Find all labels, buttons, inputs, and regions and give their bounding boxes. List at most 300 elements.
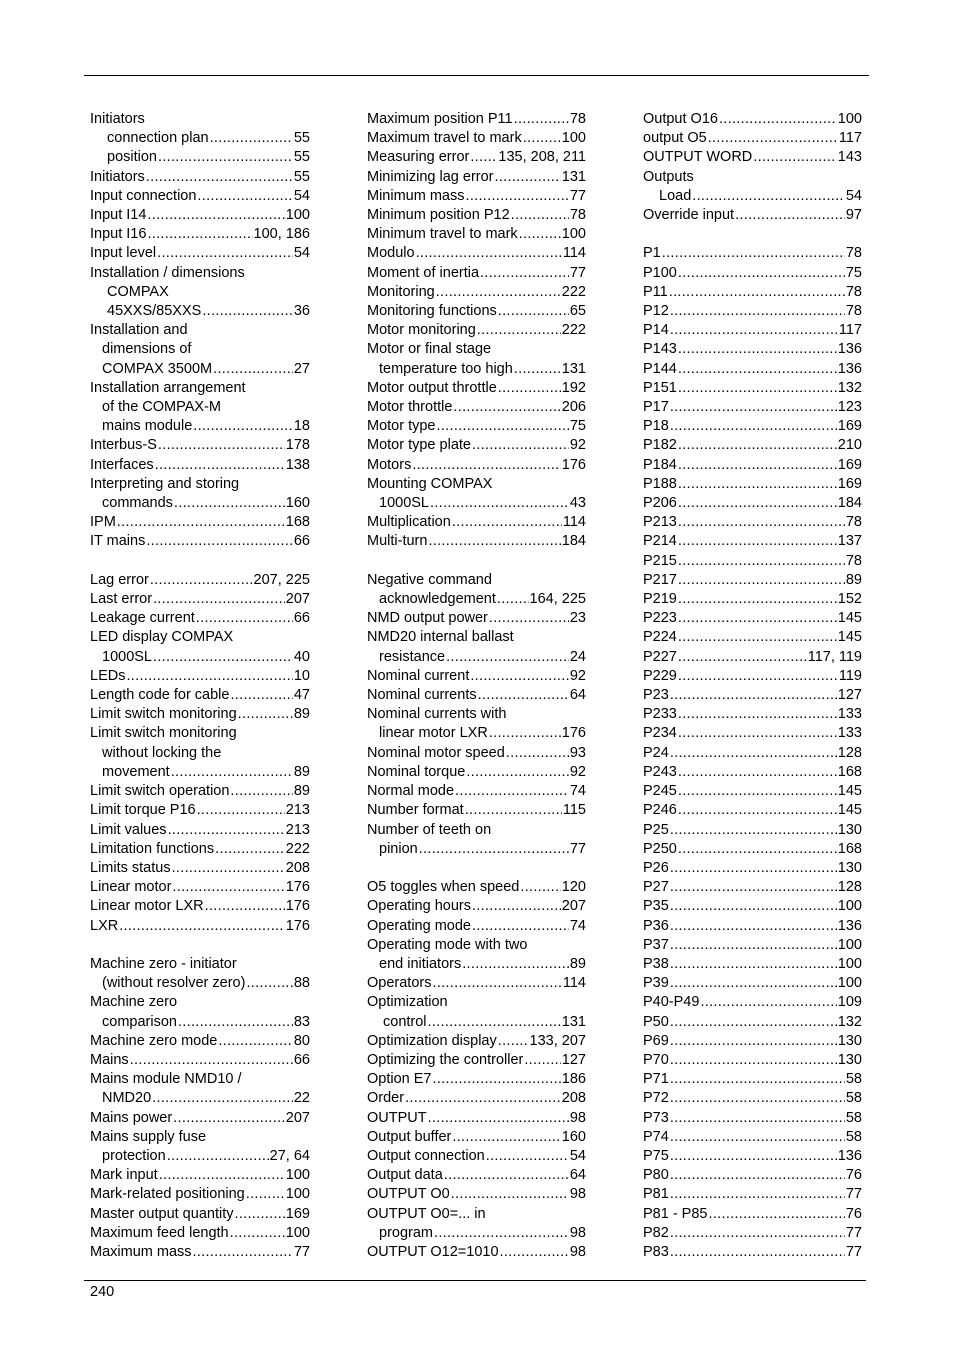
index-entry: [90, 110, 310, 129]
page-reference: 213: [285, 821, 310, 838]
dot-leader: [670, 821, 837, 840]
index-entry: [90, 917, 310, 936]
index-term: P14: [643, 322, 669, 339]
page-reference: 120: [561, 879, 586, 896]
dot-leader: [462, 955, 569, 974]
dot-leader: [670, 1128, 845, 1147]
dot-leader: [678, 667, 838, 686]
index-term: P39: [643, 975, 669, 992]
index-term: Mains: [90, 1051, 129, 1068]
page-reference: 78: [845, 552, 862, 569]
index-entry: [90, 705, 310, 724]
dot-leader: [678, 360, 837, 379]
index-term: P36: [643, 917, 669, 934]
page-reference: 145: [837, 610, 862, 627]
page-reference: 133, 207: [529, 1032, 586, 1049]
index-term: Master output quantity: [90, 1205, 234, 1222]
dot-leader: [670, 859, 837, 878]
index-entry: [367, 1224, 586, 1243]
index-term: 1000SL: [379, 495, 429, 512]
index-entry: [643, 398, 862, 417]
index-term: P24: [643, 744, 669, 761]
page-reference: 78: [845, 514, 862, 531]
index-entry: [367, 782, 586, 801]
index-term: Output connection: [367, 1147, 485, 1164]
index-term: of the COMPAX-M: [102, 399, 221, 416]
index-entry: [643, 129, 862, 148]
index-entry: [90, 628, 310, 647]
page-reference: 100: [285, 1224, 310, 1241]
dot-leader: [678, 648, 807, 667]
page-reference: 77: [569, 840, 586, 857]
index-term: Linear motor: [90, 879, 172, 896]
page-reference: 18: [293, 418, 310, 435]
page-reference: 152: [837, 591, 862, 608]
page-reference: 145: [837, 802, 862, 819]
index-term: NMD20: [102, 1090, 152, 1107]
index-entry: [643, 187, 862, 206]
index-term: COMPAX 3500M: [102, 360, 213, 377]
dot-leader: [152, 1089, 293, 1108]
index-term: P40-P49: [643, 994, 700, 1011]
dot-leader: [153, 648, 293, 667]
index-entry: [367, 1089, 586, 1108]
index-term: P144: [643, 360, 677, 377]
index-term: Input connection: [90, 187, 197, 204]
index-entry: [643, 859, 862, 878]
page-reference: 64: [569, 687, 586, 704]
dot-leader: [678, 571, 845, 590]
index-term: P74: [643, 1128, 669, 1145]
index-term: Monitoring: [367, 283, 435, 300]
index-term: Installation arrangement: [90, 379, 246, 396]
page-reference: 184: [837, 495, 862, 512]
section-gap: [367, 552, 586, 571]
dot-leader: [453, 398, 560, 417]
index-entry: [367, 1032, 586, 1051]
index-term: Outputs: [643, 168, 694, 185]
page-reference: 160: [561, 1128, 586, 1145]
dot-leader: [670, 1224, 845, 1243]
index-term: OUTPUT: [367, 1109, 427, 1126]
dot-leader: [495, 168, 561, 187]
page-reference: 127: [561, 1051, 586, 1068]
page-reference: 77: [845, 1186, 862, 1203]
index-term: Moment of inertia: [367, 264, 480, 281]
index-entry: [367, 475, 586, 494]
page-reference: 207: [285, 591, 310, 608]
index-entry: [90, 571, 310, 590]
dot-leader: [670, 897, 837, 916]
index-entry: [90, 609, 310, 628]
index-entry: [90, 494, 310, 513]
dot-leader: [234, 1205, 284, 1224]
index-term: O5 toggles when speed: [367, 879, 520, 896]
dot-leader: [678, 590, 837, 609]
index-term: OUTPUT O0=... in: [367, 1205, 486, 1222]
section-gap: [367, 859, 586, 878]
dot-leader: [670, 686, 837, 705]
index-entry: [643, 475, 862, 494]
index-entry: [90, 782, 310, 801]
index-entry: [367, 206, 586, 225]
dot-leader: [433, 1070, 561, 1089]
index-term: Length code for cable: [90, 687, 230, 704]
index-term: P217: [643, 571, 677, 588]
page-reference: 65: [569, 303, 586, 320]
page-reference: 77: [845, 1224, 862, 1241]
page-reference: 66: [293, 1051, 310, 1068]
index-term: P229: [643, 667, 677, 684]
page-reference: 145: [837, 629, 862, 646]
dot-leader: [230, 686, 292, 705]
page-reference: 100: [561, 226, 586, 243]
dot-leader: [670, 917, 837, 936]
index-entry: [643, 1128, 862, 1147]
page-reference: 168: [285, 514, 310, 531]
index-entry: [367, 398, 586, 417]
page-reference: 58: [845, 1109, 862, 1126]
dot-leader: [678, 475, 837, 494]
index-entry: [643, 782, 862, 801]
index-entry: [643, 379, 862, 398]
index-entry: [643, 590, 862, 609]
page-reference: 207: [285, 1109, 310, 1126]
index-entry: [643, 321, 862, 340]
index-term: NMD output power: [367, 610, 488, 627]
page-reference: 206: [561, 399, 586, 416]
index-entry: [367, 225, 586, 244]
index-term: P35: [643, 898, 669, 915]
page-reference: 136: [837, 341, 862, 358]
index-term: acknowledgement: [379, 591, 496, 608]
index-term: P81 - P85: [643, 1205, 708, 1222]
index-entry: [90, 417, 310, 436]
dot-leader: [472, 897, 561, 916]
dot-leader: [168, 821, 285, 840]
dot-leader: [146, 168, 293, 187]
index-term: Multiplication: [367, 514, 451, 531]
index-entry: [90, 148, 310, 167]
dot-leader: [174, 494, 285, 513]
page-reference: 132: [837, 379, 862, 396]
dot-leader: [465, 801, 562, 820]
index-entry: [90, 667, 310, 686]
index-entry: [643, 724, 862, 743]
dot-leader: [497, 590, 529, 609]
index-term: Order: [367, 1090, 405, 1107]
page-reference: 78: [845, 303, 862, 320]
index-entry: [367, 878, 586, 897]
page-reference: 27: [293, 360, 310, 377]
index-term: Motor type: [367, 418, 436, 435]
page-reference: 131: [561, 168, 586, 185]
dot-leader: [202, 302, 293, 321]
index-term: P227: [643, 648, 677, 665]
index-entry: [90, 360, 310, 379]
page-reference: 78: [569, 111, 586, 127]
index-term: LEDs: [90, 667, 126, 684]
index-entry: [90, 744, 310, 763]
index-term: Limit switch monitoring: [90, 725, 237, 742]
index-entry: [643, 840, 862, 859]
index-term: Number format: [367, 802, 464, 819]
dot-leader: [670, 1109, 845, 1128]
index-entry: [90, 302, 310, 321]
page-reference: 207: [561, 898, 586, 915]
index-term: Operators: [367, 975, 432, 992]
dot-leader: [147, 225, 252, 244]
index-entry: [643, 1185, 862, 1204]
page-reference: 74: [569, 783, 586, 800]
page-reference: 192: [561, 379, 586, 396]
index-term: Limitation functions: [90, 840, 215, 857]
page-reference: 210: [837, 437, 862, 454]
page-reference: 123: [837, 399, 862, 416]
index-term: Interpreting and storing: [90, 475, 240, 492]
dot-leader: [477, 321, 561, 340]
dot-leader: [210, 129, 293, 148]
index-term: P245: [643, 783, 677, 800]
index-term: P219: [643, 591, 677, 608]
index-term: P75: [643, 1147, 669, 1164]
index-entry: [90, 648, 310, 667]
dot-leader: [670, 1013, 837, 1032]
dot-leader: [670, 302, 845, 321]
index-entry: [367, 1205, 586, 1224]
index-entry: [643, 1243, 862, 1262]
page-reference: 83: [293, 1013, 310, 1030]
index-entry: [643, 168, 862, 187]
index-entry: [90, 321, 310, 340]
index-term: OUTPUT O12=1010: [367, 1243, 499, 1260]
index-term: Input level: [90, 245, 157, 262]
dot-leader: [670, 398, 837, 417]
index-term: Override input: [643, 207, 735, 224]
index-term: linear motor LXR: [379, 725, 488, 742]
page-reference: 208: [561, 1090, 586, 1107]
dot-leader: [159, 1166, 285, 1185]
index-entry: [90, 1166, 310, 1185]
index-entry: [90, 475, 310, 494]
index-term: Nominal currents with: [367, 706, 507, 723]
dot-leader: [213, 360, 293, 379]
index-entry: [643, 955, 862, 974]
dot-leader: [238, 705, 293, 724]
index-term: comparison: [102, 1013, 177, 1030]
page-reference: 77: [293, 1243, 310, 1260]
dot-leader: [486, 1147, 569, 1166]
index-entry: [367, 1070, 586, 1089]
dot-leader: [670, 936, 837, 955]
section-gap: [90, 552, 310, 571]
index-entry: [90, 840, 310, 859]
index-entry: [90, 532, 310, 551]
index-entry: [90, 187, 310, 206]
index-term: P213: [643, 514, 677, 531]
index-entry: [90, 1147, 310, 1166]
page-reference: 22: [293, 1090, 310, 1107]
index-entry: [367, 283, 586, 302]
page-reference: 213: [285, 802, 310, 819]
index-column-3: [643, 110, 862, 1262]
index-entry: [367, 148, 586, 167]
index-term: output O5: [643, 130, 707, 147]
page-reference: 178: [285, 437, 310, 454]
dot-leader: [126, 667, 292, 686]
page-reference: 168: [837, 840, 862, 857]
index-term: COMPAX: [107, 283, 169, 300]
index-term: Limit torque P16: [90, 802, 196, 819]
index-term: 1000SL: [102, 648, 152, 665]
index-term: P18: [643, 418, 669, 435]
index-entry: [643, 878, 862, 897]
index-entry: [643, 821, 862, 840]
index-entry: [367, 1109, 586, 1128]
dot-leader: [523, 129, 561, 148]
dot-leader: [670, 1243, 845, 1262]
index-term: P184: [643, 456, 677, 473]
index-term: LED display COMPAX: [90, 629, 234, 646]
page-reference: 138: [285, 456, 310, 473]
index-entry: [367, 917, 586, 936]
dot-leader: [678, 840, 837, 859]
dot-leader: [678, 532, 837, 551]
dot-leader: [514, 110, 569, 129]
index-entry: [90, 1109, 310, 1128]
dot-leader: [662, 244, 845, 263]
index-entry: [643, 283, 862, 302]
index-entry: [367, 1051, 586, 1070]
section-gap: [643, 225, 862, 244]
index-term: Limit switch monitoring: [90, 706, 237, 723]
index-entry: [90, 264, 310, 283]
page-reference: 40: [293, 648, 310, 665]
dot-leader: [158, 148, 293, 167]
dot-leader: [692, 187, 845, 206]
page-reference: 100: [837, 898, 862, 915]
index-entry: [367, 168, 586, 187]
page-reference: 184: [561, 533, 586, 550]
index-term: Output buffer: [367, 1128, 452, 1145]
index-term: Maximum travel to mark: [367, 130, 522, 147]
index-term: Nominal currents: [367, 687, 477, 704]
dot-leader: [197, 801, 285, 820]
index-entry: [367, 1185, 586, 1204]
index-entry: [643, 532, 862, 551]
index-term: Limits status: [90, 859, 171, 876]
index-entry: [90, 763, 310, 782]
index-entry: [367, 129, 586, 148]
page-reference: 76: [845, 1167, 862, 1184]
dot-leader: [230, 1224, 285, 1243]
dot-leader: [719, 110, 837, 129]
index-entry: [643, 494, 862, 513]
index-term: mains module: [102, 418, 193, 435]
dot-leader: [670, 1089, 845, 1108]
index-entry: [643, 417, 862, 436]
index-entry: [367, 667, 586, 686]
dot-leader: [678, 494, 837, 513]
dot-leader: [405, 1089, 561, 1108]
dot-leader: [500, 1243, 569, 1262]
page-reference: 76: [845, 1205, 862, 1222]
index-term: movement: [102, 763, 170, 780]
index-term: Interfaces: [90, 456, 154, 473]
page-reference: 133: [837, 706, 862, 723]
index-entry: [643, 763, 862, 782]
index-term: P12: [643, 303, 669, 320]
page-reference: 114: [562, 975, 586, 992]
index-term: P246: [643, 802, 677, 819]
dot-leader: [147, 206, 284, 225]
dot-leader: [452, 513, 562, 532]
index-term: IPM: [90, 514, 116, 531]
index-entry: [367, 340, 586, 359]
page-reference: 89: [845, 571, 862, 588]
dot-leader: [466, 763, 569, 782]
index-entry: [367, 648, 586, 667]
index-entry: [367, 494, 586, 513]
index-entry: [643, 628, 862, 647]
dot-leader: [489, 724, 561, 743]
dot-leader: [157, 244, 293, 263]
dot-leader: [670, 1185, 845, 1204]
page-reference: 137: [837, 533, 862, 550]
index-entry: [367, 821, 586, 840]
page-reference: 145: [837, 783, 862, 800]
page-reference: 100: [837, 955, 862, 972]
index-term: Machine zero mode: [90, 1032, 218, 1049]
page-reference: 89: [293, 706, 310, 723]
dot-leader: [678, 552, 845, 571]
dot-leader: [146, 532, 293, 551]
index-entry: [367, 1243, 586, 1262]
index-entry: [367, 571, 586, 590]
index-term: P50: [643, 1013, 669, 1030]
index-entry: [367, 321, 586, 340]
index-term: P143: [643, 341, 677, 358]
index-entry: [643, 340, 862, 359]
index-term: dimensions of: [102, 341, 192, 358]
page-reference: 58: [845, 1071, 862, 1088]
index-term: P1: [643, 245, 661, 262]
page-reference: 77: [569, 264, 586, 281]
index-entry: [367, 513, 586, 532]
dot-leader: [670, 744, 837, 763]
index-entry: [90, 859, 310, 878]
dot-leader: [511, 206, 569, 225]
page-reference: 119: [838, 667, 862, 684]
page-reference: 23: [569, 610, 586, 627]
index-term: P151: [643, 379, 677, 396]
page-reference: 58: [845, 1090, 862, 1107]
index-term: P70: [643, 1051, 669, 1068]
page-reference: 117: [838, 130, 862, 147]
dot-leader: [172, 859, 285, 878]
index-entry: [643, 1070, 862, 1089]
index-entry: [643, 667, 862, 686]
index-term: P188: [643, 475, 677, 492]
index-term: P233: [643, 706, 677, 723]
page-reference: 169: [837, 475, 862, 492]
page-reference: 100: [561, 130, 586, 147]
index-entry: [90, 1013, 310, 1032]
index-term: Negative command: [367, 571, 492, 588]
index-term: Limit values: [90, 821, 167, 838]
index-term: Mark-related positioning: [90, 1186, 245, 1203]
dot-leader: [678, 513, 845, 532]
